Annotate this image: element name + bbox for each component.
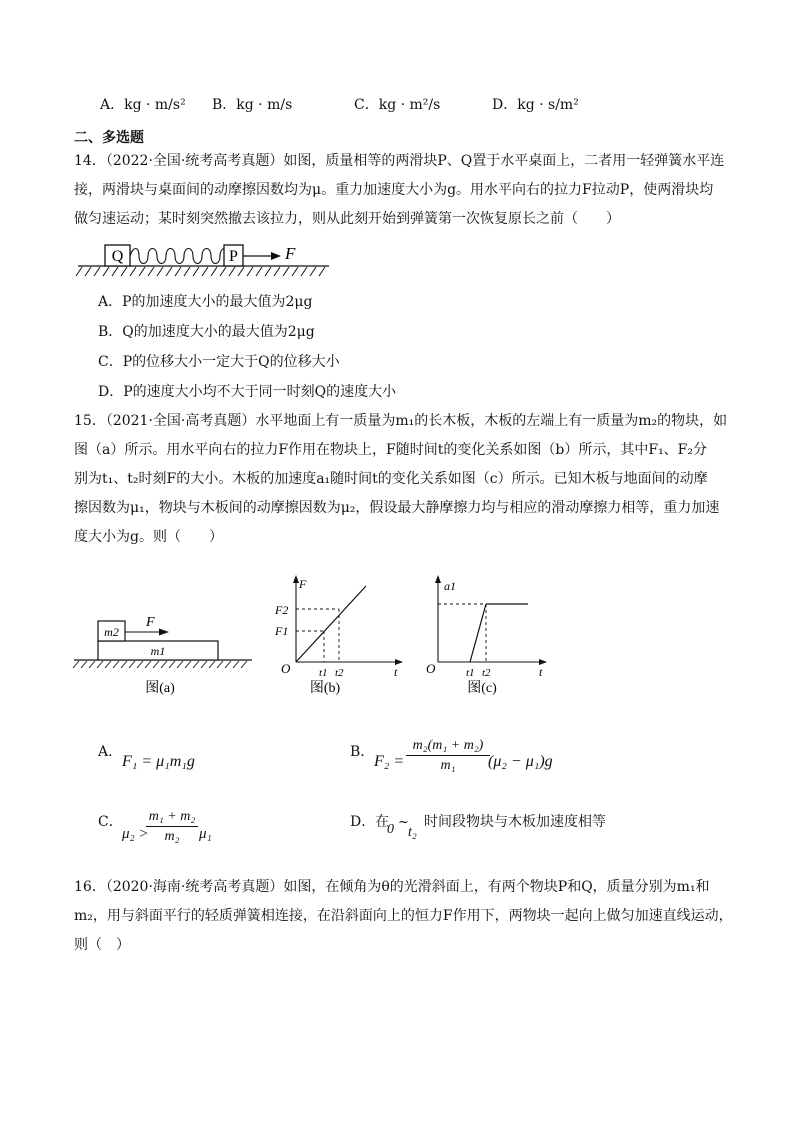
fig-b-t1: t1 <box>319 667 328 679</box>
q16-stem <box>74 873 733 960</box>
q15-line3: 别为t₁、t₂时刻F的大小。木板的加速度a₁随时间t的变化关系如图（c）所示。已知木板与地面间的动摩 <box>74 471 708 487</box>
block-q-label: Q <box>111 248 124 265</box>
fig-c-origin: O <box>426 661 436 676</box>
fig-b-f1: F1 <box>275 624 289 638</box>
fig-a-force: F <box>146 615 155 630</box>
q15-line5: 度大小为g。则（ ） <box>74 529 223 545</box>
fig-c-t1: t1 <box>466 667 475 679</box>
f-line <box>296 586 366 662</box>
q15-option-d-from: 0 <box>387 822 394 837</box>
fig-b-t2: t2 <box>335 667 344 679</box>
q15-stem <box>74 407 727 552</box>
q15-option-c-tail: μ₁ <box>199 826 212 842</box>
q14-figure <box>74 240 344 286</box>
q15-option-d-text: 时间段物块与木板加速度相等 <box>424 814 606 830</box>
board-m1-label: m1 <box>150 644 166 658</box>
q16-line1: 16．（2020·海南·统考高考真题）如图，在倾角为θ的光滑斜面上，有两个物块P和Q，质量分别为m₁和 <box>74 879 710 895</box>
q14-line3: 做匀速运动；某时刻突然撤去该拉力，则从此刻开始到弹簧第一次恢复原长之前（ ） <box>74 211 620 227</box>
q15-figure-b <box>270 568 410 700</box>
q15-option-b-label: B． <box>350 744 375 760</box>
q15-option-d-label: D．在 <box>350 814 390 830</box>
q14-line1: 14．（2022·全国·统考高考真题）如图，质量相等的两滑块P、Q置于水平桌面上，二者用一轻弹簧水平连 <box>74 153 725 169</box>
q14-option-a: A．P的加速度大小的最大值为2μg <box>98 294 313 310</box>
q15-line4: 擦因数为μ₁，物块与木板间的动摩擦因数为μ₂，假设最大静摩擦力均与相应的滑动摩擦力相等，重力加速 <box>74 500 720 516</box>
q15-option-a-formula: F₁ = μ₁m₁g <box>122 753 195 770</box>
fig-b-xlabel: t <box>394 665 398 679</box>
q14-option-b: B．Q的加速度大小的最大值为2μg <box>98 324 315 340</box>
q15-figure-c <box>420 568 560 700</box>
q13-option-b: B．kg · m/s <box>212 97 293 113</box>
q13-option-c: C．kg · m²/s <box>354 97 441 113</box>
fig-c-ylabel: a1 <box>444 579 456 593</box>
fig-a-caption: 图(a) <box>145 681 175 696</box>
block-p-label: P <box>229 248 238 265</box>
q15-line2: 图（a）所示。用水平向右的拉力F作用在物块上，F随时间t的变化关系如图（b）所示，其中F₁、F₂分 <box>74 442 708 458</box>
q14-option-d: D．P的速度大小均不大于同一时刻Q的速度大小 <box>98 384 397 400</box>
q15-option-b-numerator: m₂(m₁ + m₂) <box>406 737 490 756</box>
q15-option-b-lhs: F₂ = <box>374 753 405 770</box>
fig-c-xlabel: t <box>539 665 543 679</box>
fig-b-f2: F2 <box>275 603 289 617</box>
q15-option-b-denominator: m₁ <box>440 758 456 773</box>
fig-b-origin: O <box>281 661 291 676</box>
q15-option-b-tail: (μ₂ − μ₁)g <box>488 753 553 770</box>
fig-c-caption: 图(c) <box>467 681 497 696</box>
spring <box>130 249 235 264</box>
force-arrow <box>271 252 281 260</box>
q15-option-c-lhs: μ₂ > <box>122 826 149 842</box>
block-m2-label: m2 <box>104 625 119 639</box>
q15-figure-a <box>70 605 260 700</box>
q15-option-c-label: C． <box>98 814 123 830</box>
q15-option-d-to: t₂ <box>408 825 417 840</box>
q14-stem <box>74 147 724 234</box>
q16-line2: m₂，用与斜面平行的轻质弹簧相连接，在沿斜面向上的恒力F作用下，两物块一起向上做匀加速直线运动， <box>74 908 733 924</box>
q15-line1: 15．（2021·全国·高考真题）水平地面上有一质量为m₁的长木板，木板的左端上有一质量为m₂的物块，如 <box>74 413 728 429</box>
q13-option-a: A．kg · m/s² <box>100 97 186 113</box>
q15-option-a-label: A． <box>98 744 123 760</box>
fig-c-t2: t2 <box>482 667 491 679</box>
q15-option-c-numerator: m₁ + m₂ <box>146 808 198 827</box>
force-label: F <box>285 244 296 263</box>
q13-option-d: D．kg · s/m² <box>492 97 579 113</box>
q14-option-c: C．P的位移大小一定大于Q的位移大小 <box>98 354 340 370</box>
q14-line2: 接，两滑块与桌面间的动摩擦因数均为μ。重力加速度大小为g。用水平向右的拉力F拉动P，使两滑块均 <box>74 182 714 198</box>
q16-line3: 则（ ） <box>74 937 130 953</box>
fig-b-caption: 图(b) <box>309 681 341 696</box>
fig-b-ylabel: F <box>299 577 307 591</box>
a1-ramp <box>470 604 486 662</box>
q15-option-c-denominator: m₂ <box>164 829 180 844</box>
section-title: 二、多选题 <box>74 130 144 146</box>
q15-option-d-tilde: ~ <box>398 815 409 830</box>
